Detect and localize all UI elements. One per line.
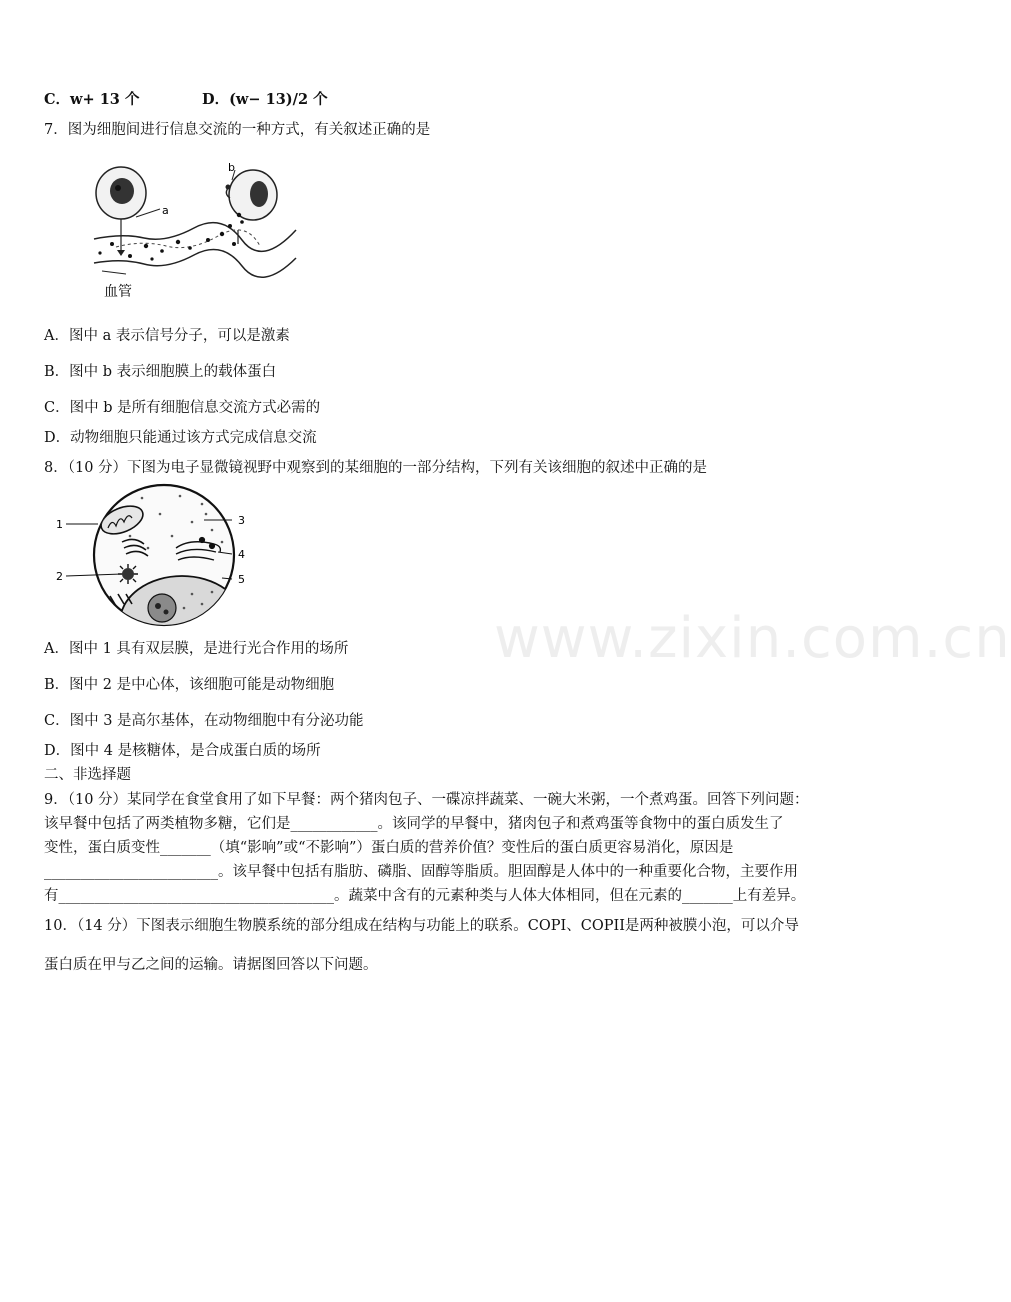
q7-option-b: B．图中 b 表示细胞膜上的载体蛋白 bbox=[44, 364, 277, 380]
q9-line-5: 有______________________________________。蔬菜中含有的元素种类与人体大体相同，但在元素的_______上有差异。 bbox=[44, 888, 806, 904]
label-vessel: 血管 bbox=[104, 284, 132, 300]
q7-option-a: A．图中 a 表示信号分子，可以是激素 bbox=[44, 328, 290, 344]
q8-option-a: A．图中 1 具有双层膜，是进行光合作用的场所 bbox=[44, 641, 349, 657]
q8-stem: 8．（10 分）下图为电子显微镜视野中观察到的某细胞的一部分结构，下列有关该细胞的叙述中正确的是 bbox=[44, 460, 708, 476]
q9-line-1: 9．（10 分）某同学在食堂食用了如下早餐：两个猪肉包子、一碟凉拌蔬菜、一碗大米粥，一个煮鸡蛋。回答下列问题： bbox=[44, 792, 809, 808]
label-a: a bbox=[162, 204, 169, 217]
q6-option-d: D．(w− 13)/2 个 bbox=[202, 91, 328, 108]
q6-option-c: C．w+ 13 个 bbox=[44, 91, 140, 108]
q7-option-d: D．动物细胞只能通过该方式完成信息交流 bbox=[44, 430, 317, 446]
label-4: 4 bbox=[238, 548, 245, 561]
label-5: 5 bbox=[238, 573, 245, 586]
section-heading: 二、非选择题 bbox=[44, 767, 131, 783]
label-2: 2 bbox=[56, 570, 63, 583]
q7-stem: 7．图为细胞间进行信息交流的一种方式，有关叙述正确的是 bbox=[44, 122, 431, 138]
q8-option-d: D．图中 4 是核糖体，是合成蛋白质的场所 bbox=[44, 743, 321, 759]
left-cell bbox=[96, 167, 146, 219]
vessel-wall-top bbox=[94, 223, 296, 252]
vessel-wall-bottom bbox=[94, 250, 296, 278]
q9-line-3: 变性，蛋白质变性_______（填“影响”或“不影响”）蛋白质的营养价值？变性后的蛋白质更容易消化，原因是 bbox=[44, 840, 734, 856]
q7-figure bbox=[82, 160, 298, 305]
q8-option-b: B．图中 2 是中心体，该细胞可能是动物细胞 bbox=[44, 677, 335, 693]
q9-line-4: ________________________。该早餐中包括有脂肪、磷脂、固醇等脂质。胆固醇是人体中的一种重要化合物，主要作用 bbox=[44, 864, 798, 880]
label-b: b bbox=[228, 161, 235, 174]
q10-line-1: 10．（14 分）下图表示细胞生物膜系统的部分组成在结构与功能上的联系。COPI、COPII是两种被膜小泡，可以介导 bbox=[44, 918, 799, 934]
q7-option-c: C．图中 b 是所有细胞信息交流方式必需的 bbox=[44, 400, 321, 416]
q9-line-2: 该早餐中包括了两类植物多糖，它们是____________。该同学的早餐中，猪肉包子和煮鸡蛋等食物中的蛋白质发生了 bbox=[44, 816, 784, 832]
q10-line-2: 蛋白质在甲与乙之间的运输。请据图回答以下问题。 bbox=[44, 957, 378, 973]
label-1: 1 bbox=[56, 518, 63, 531]
watermark: www.zixin.com.cn bbox=[494, 606, 1011, 671]
q8-option-c: C．图中 3 是高尔基体，在动物细胞中有分泌功能 bbox=[44, 713, 364, 729]
q8-figure bbox=[52, 484, 252, 630]
label-3: 3 bbox=[238, 514, 245, 527]
